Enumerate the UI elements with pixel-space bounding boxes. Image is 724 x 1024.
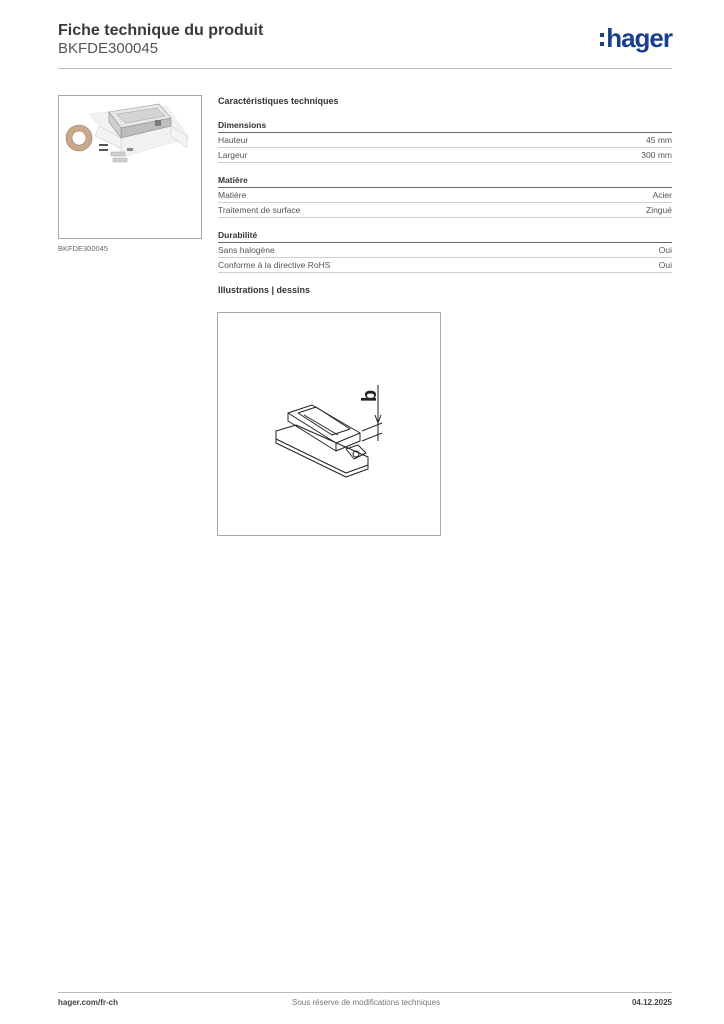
footer-date: 04.12.2025 [631, 998, 672, 1007]
spec-group-material [218, 175, 672, 218]
spec-value: 45 mm [646, 135, 672, 145]
product-image [58, 95, 202, 239]
spec-value: 300 mm [641, 150, 672, 160]
spec-row [218, 258, 672, 273]
spec-row [218, 148, 672, 163]
dimension-label: b [359, 389, 381, 402]
product-image-caption: BKFDE300045 [58, 244, 109, 253]
spec-label: Hauteur [218, 135, 249, 145]
spec-group-durability [218, 230, 672, 273]
technical-specs [218, 96, 672, 295]
logo-text: hager [606, 23, 672, 53]
technical-drawing [217, 312, 441, 536]
illustrations-title: Illustrations | dessins [218, 285, 311, 295]
spec-value: Zingué [646, 205, 672, 215]
spec-group-title: Matière [218, 175, 672, 188]
spec-value: Oui [658, 260, 672, 270]
spec-label: Matière [218, 190, 247, 200]
hager-logo [600, 25, 672, 51]
spec-label: Largeur [218, 150, 248, 160]
footer-divider [58, 992, 672, 993]
product-photo-icon [59, 96, 201, 238]
footer-website-link[interactable]: hager.com/fr-ch [58, 998, 119, 1007]
page-footer [58, 998, 672, 1012]
spec-value: Acier [652, 190, 672, 200]
header-divider [58, 68, 672, 69]
specs-title: Caractéristiques techniques [218, 96, 339, 106]
spec-row [218, 188, 672, 203]
footer-notice: Sous réserve de modifications techniques [292, 998, 441, 1007]
spec-group-dimensions [218, 120, 672, 163]
spec-row [218, 243, 672, 258]
floor-box-drawing-icon [218, 313, 440, 535]
spec-row [218, 133, 672, 148]
spec-value: Oui [658, 245, 672, 255]
spec-label: Sans halogène [218, 245, 275, 255]
logo-dots-icon [600, 33, 604, 46]
spec-group-title: Durabilité [218, 230, 672, 243]
page-title: Fiche technique du produit [58, 22, 264, 39]
product-code: BKFDE300045 [58, 40, 159, 57]
spec-label: Traitement de surface [218, 205, 301, 215]
spec-group-title: Dimensions [218, 120, 672, 133]
spec-label: Conforme à la directive RoHS [218, 260, 331, 270]
spec-row [218, 203, 672, 218]
page-header [58, 20, 672, 68]
